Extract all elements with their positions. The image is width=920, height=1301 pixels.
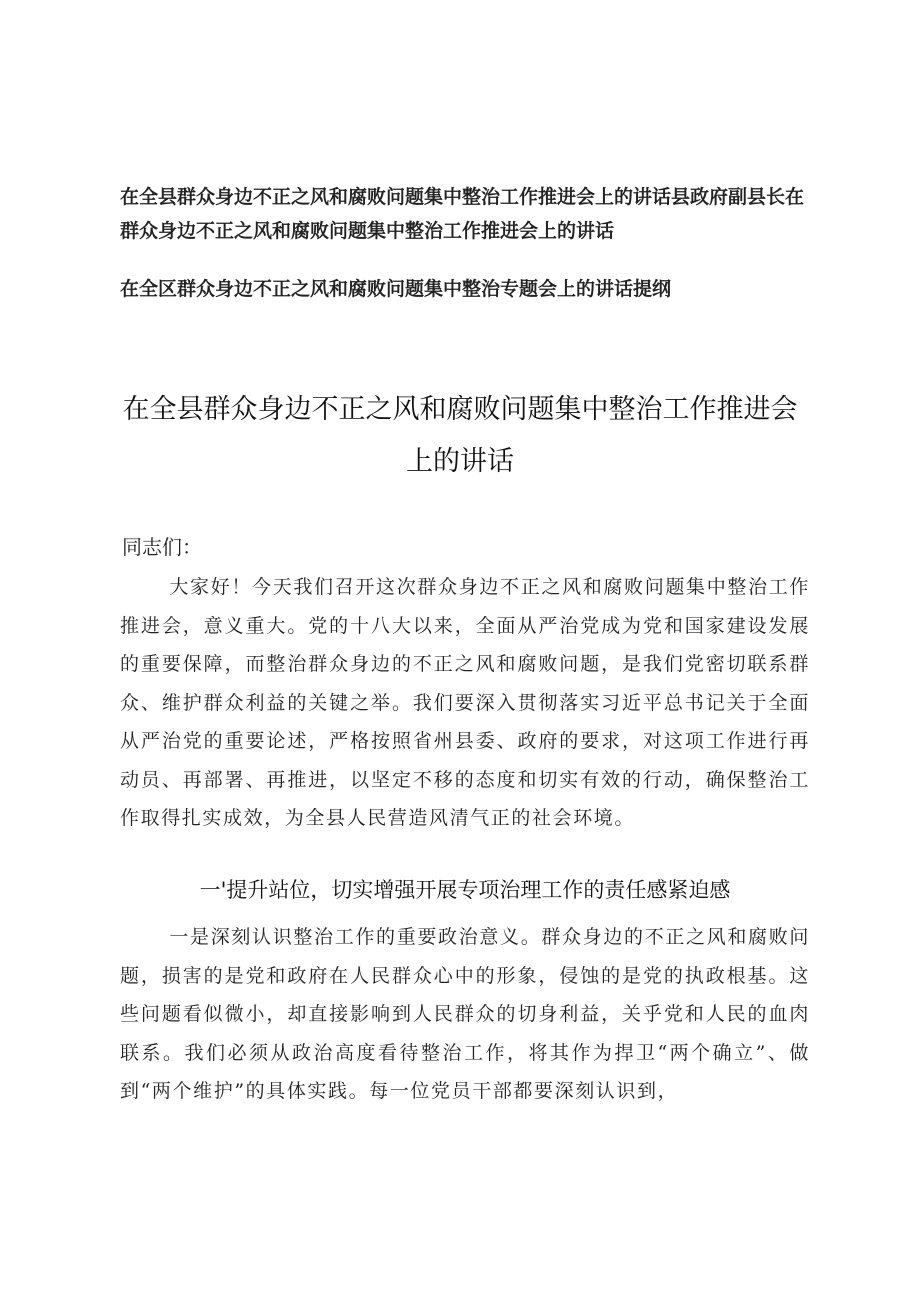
salutation: 同志们：	[122, 535, 202, 559]
section-heading-1: 一'提升站位，切实增强开展专项治理工作的责任感紧迫感	[199, 878, 731, 902]
toc-entry-2: 在全区群众身边不正之风和腐败问题集中整治专题会上的讲话提纲	[120, 278, 672, 300]
paragraph-1: 大家好！今天我们召开这次群众身边不正之风和腐败问题集中整治工作推进会，意义重大。党的十八大以来，全面从严治党成为党和国家建设发展的重要保障，而整治群众身边的不正之风和腐败问题，是我们党密切联系群众、维护群众利益的关键之举。我们要深入贯彻落实习近平总书记关于全面从严治党的重要论述，严格按照省州县委、政府的要求，对这项工作进行再动员、再部署、再推进，以坚定不移的态度和切实有效的行动，确保整治工作取得扎实成效，为全县人民营造风清气正的社会环境。	[120, 576, 810, 829]
paragraph-2: 一是深刻认识整治工作的重要政治意义。群众身边的不正之风和腐败问题，损害的是党和政府在人民群众心中的形象，侵蚀的是党的执政根基。这些问题看似微小，却直接影响到人民群众的切身利益，关乎党和人民的血肉联系。我们必须从政治高度看待整治工作，将其作为捍卫“两个确立”、做到“两个维护”的具体实践。每一位党员干部都要深刻认识到，	[120, 926, 810, 1102]
toc-entry-1: 在全县群众身边不正之风和腐败问题集中整治工作推进会上的讲话县政府副县长在群众身边不正之风和腐败问题集中整治工作推进会上的讲话	[120, 186, 805, 242]
document-title: 在全县群众身边不正之风和腐败问题集中整治工作推进会上的讲话	[122, 394, 798, 477]
